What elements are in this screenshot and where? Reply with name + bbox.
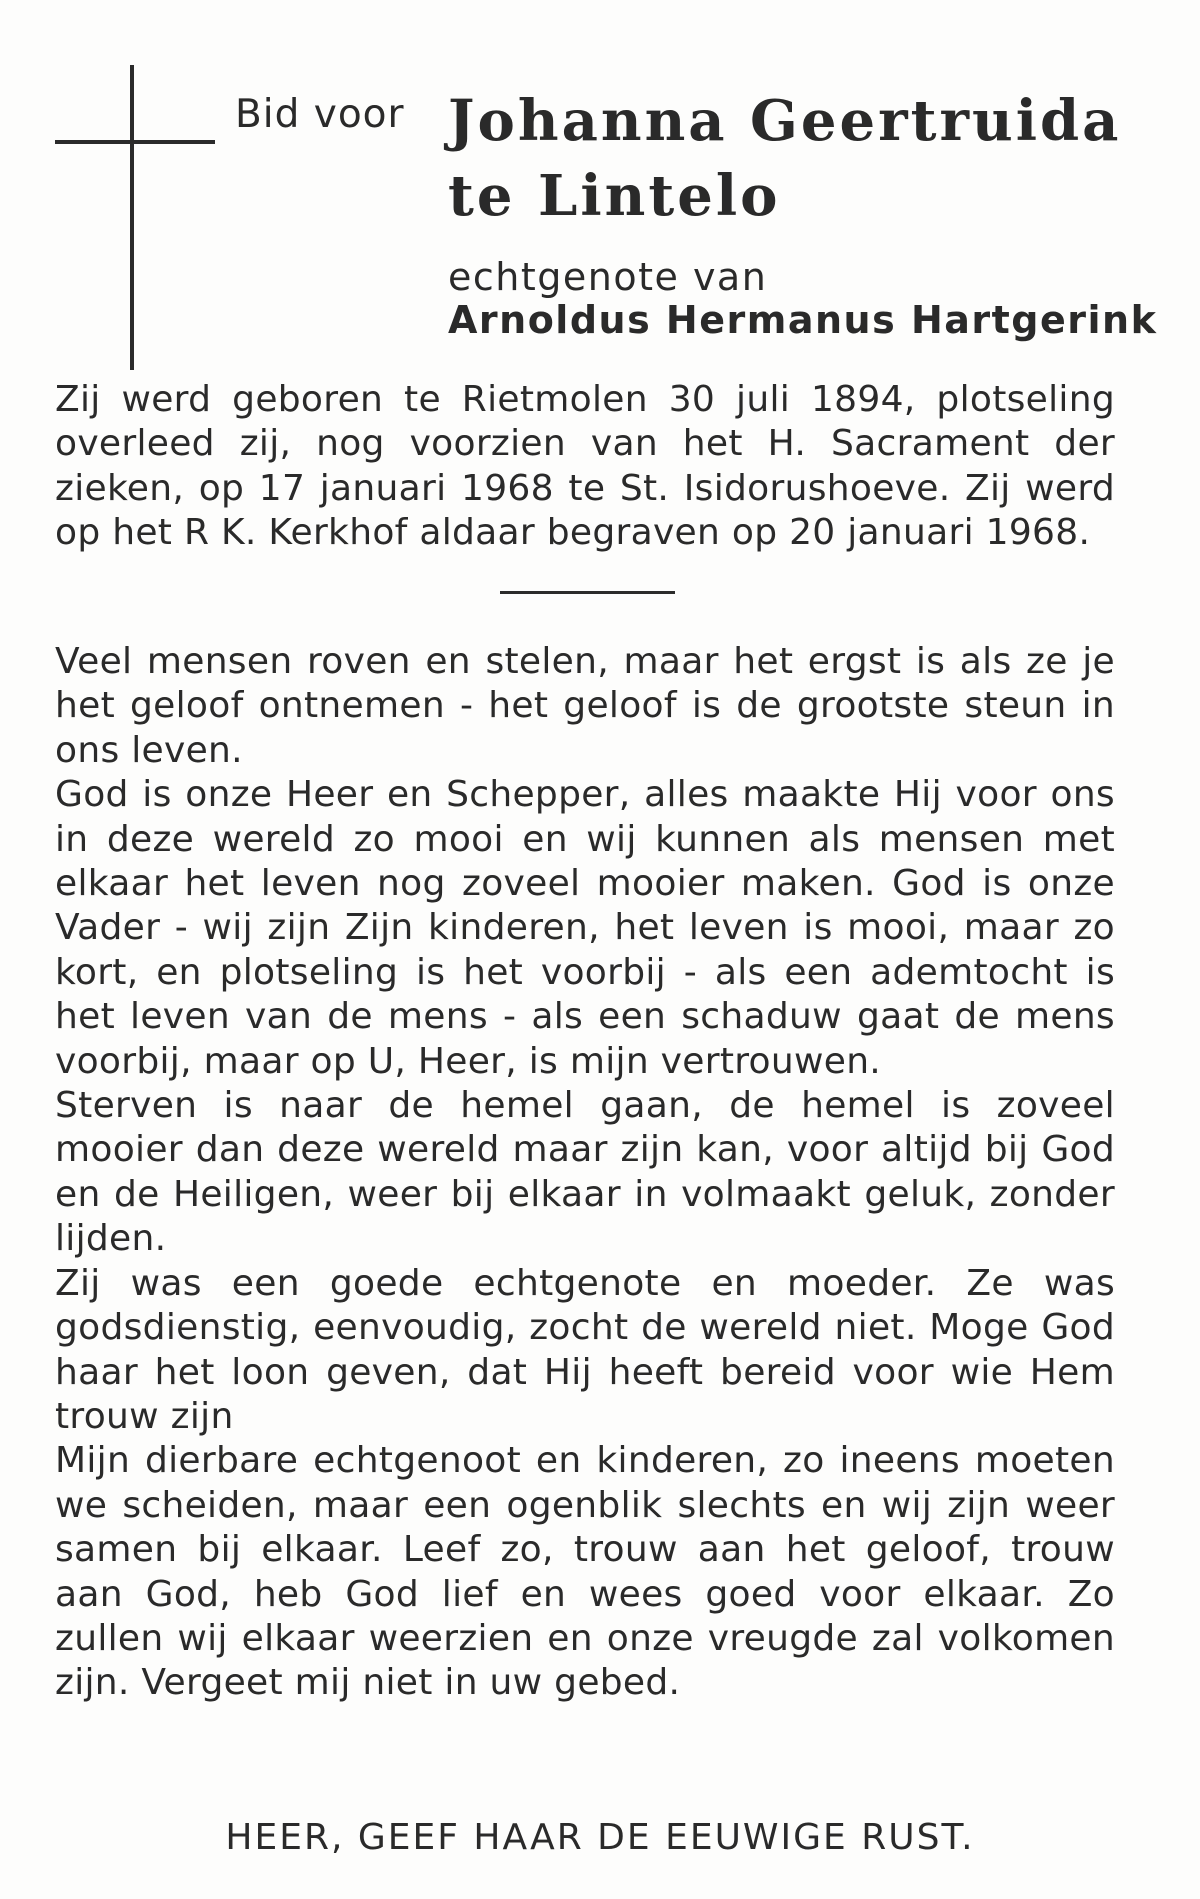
prayer-heading: Bid voor: [235, 92, 405, 137]
biography-paragraph: Zij werd geboren te Rietmolen 30 juli 1894, plotseling overleed zij, nog voorzien van het H. Sacrament der zieken, op 17 januari 1968 te St. Isidorushoeve. Zij werd op het R K. Kerkhof aldaar begraven op 20 januari 1968.: [55, 379, 1115, 554]
cross-vertical-beam: [130, 65, 134, 370]
closing-prayer: HEER, GEEF HAAR DE EEUWIGE RUST.: [225, 1817, 975, 1858]
spouse-name: Arnoldus Hermanus Hartgerink: [448, 298, 1158, 342]
cross-horizontal-beam: [55, 140, 215, 144]
separator-line: [500, 591, 675, 594]
deceased-name-line-2: te Lintelo: [448, 163, 781, 229]
reflection-text: Veel mensen roven en stelen, maar het ergst is als ze je het geloof ontnemen - het geloof is de grootste steun in ons leven. God is onze Heer en Schepper, alles maakte Hij voor ons in deze wereld zo mooi en wij kunnen als mensen met elkaar het leven nog zoveel mooier maken. God is onze Vader - wij zijn Zijn kinderen, het leven is mooi, maar zo kort, en plotseling is het voorbij - als een ademtocht is het leven van de mens - als een schaduw gaat de mens voorbij, maar op U, Heer, is mijn vertrouwen. Sterven is naar de hemel gaan, de hemel is zoveel mooier dan deze wereld maar zijn kan, voor altijd bij God en de Heiligen, weer bij elkaar in volmaakt geluk, zonder lijden. Zij was een goede echtgenote en moeder. Ze was godsdienstig, eenvoudig, zocht de wereld niet. Moge God haar het loon geven, dat Hij heeft bereid voor wie Hem trouw zijn Mijn dierbare echtgenoot en kinderen, zo ineens moeten we scheiden, maar een ogenblik slechts en wij zijn weer samen bij elkaar. Leef zo, trouw aan het geloof, trouw aan God, heb God lief en wees goed voor elkaar. Zo zullen wij elkaar weerzien en onze vreugde zal volkomen zijn. Vergeet mij niet in uw gebed.: [55, 641, 1115, 1704]
deceased-name-line-1: Johanna Geertruida: [448, 88, 1122, 154]
spouse-intro: echtgenote van: [448, 255, 768, 299]
